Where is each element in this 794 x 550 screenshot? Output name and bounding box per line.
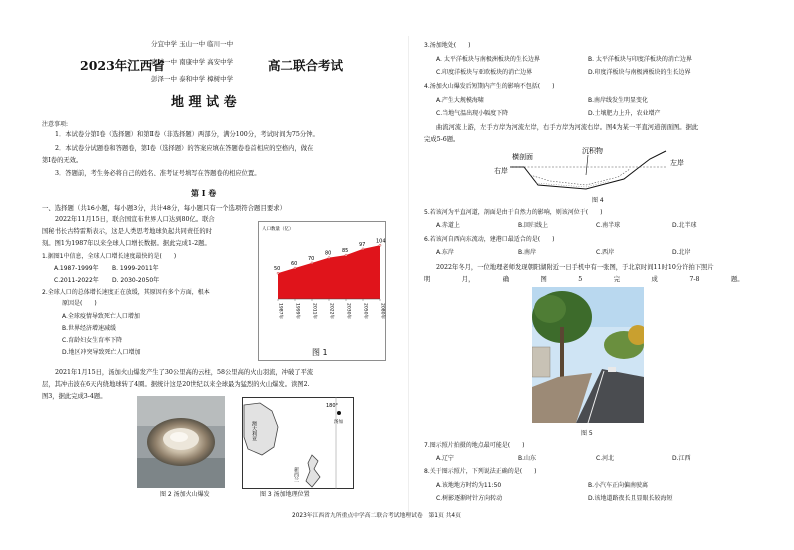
fig4-caption: 图 4 [592,197,604,204]
chart-title: 人口数量（亿） [262,227,294,232]
q2-stem-2: 原因是( ) [62,300,97,307]
left-bank-label: 左岸 [670,159,684,167]
page-footer: 2023年江西省九所重点中学高二联合考试地理试卷 第1页 共4页 [292,513,461,519]
intro-line-3: 刻。图1为1987年以来全球人口增长数据。据此完成1-2题。 [42,240,211,247]
new-zealand-label: 新西兰 [293,467,299,482]
q1-option-d: D. 2030-2050年 [112,277,160,284]
q2-option-d: D.地区冲突导致死亡人口增加 [62,349,141,356]
q4-stem: 4.汤加火山爆发后短期内产生的影响不包括( ) [424,83,555,90]
q4-option-b: B.南岸线发生明显变化 [588,97,649,104]
q7-option-b: B.山东 [518,455,537,462]
section-title: 第 Ⅰ 卷 [191,188,217,198]
fig2-caption: 图 2 汤加火山爆发 [160,491,210,498]
fig3-caption: 图 3 汤加地理位置 [260,491,310,498]
section-instruction: 一、选择题（共16小题，每小题3分，共计48分，每小题只有一个选项符合题目要求） [42,204,286,212]
exam-title: 高二联合考试 [268,58,344,73]
tonga-location-map [242,397,354,489]
volcano-intro-1: 2021年1月15日，汤加火山爆发产生了30公里高的云柱，58公里高的火山羽流，冲破了平流 [55,369,314,376]
q5-option-c: C.南半球 [596,222,621,229]
value-label: 70 [308,255,315,262]
q7-option-d: D.江西 [672,455,691,462]
q3-option-c: C.印度洋板块与亚欧板块的消亡边界 [436,69,533,76]
q6-stem: 6.若该河自西向东流动，建港口最适合的是( ) [424,236,555,243]
q4-option-d: D.土壤肥力上升，农业增产 [588,110,661,117]
river-intro-1: 曲流河流上游，左手方岸为河流左岸，右手方岸为河流右岸。图4为某一平直河道剖面图。据此 [436,124,699,131]
data-point [311,262,313,264]
australia-label: 澳大利亚 [251,421,257,441]
fig5-caption: 图 5 [581,430,593,437]
q7-option-c: C.河北 [596,455,615,462]
data-point [294,267,296,269]
q5-stem: 5.若该河为平直河道，剖面是由于自然力的影响，则该河位于( ) [424,209,603,216]
volcano-intro-3: 图3，据此完成3-4题。 [42,393,107,400]
intro-line-2: 国秘书长古特雷斯表示，这是人类思考地球负起共同责任的时 [42,228,213,235]
tonga-label: 汤加 [334,420,343,425]
street-photo [532,287,644,423]
population-chart [258,221,386,361]
q8-option-b: B.小汽车正向偏南驶离 [588,482,649,489]
data-point [328,257,330,259]
photo-intro-1: 2022年冬月，一位地理老师发现朝阳湖附近一日手机中有一张图，于北京时间11时10分许拍下照片 [436,264,714,271]
data-point [345,254,347,256]
value-label: 97 [359,241,366,248]
category-label: 2011年 [311,303,317,319]
q1-option-c: C.2011-2022年 [54,277,99,284]
school-line-2: 南城一中 南康中学 高安中学 [151,58,234,66]
category-label: 2050年 [362,303,368,319]
subject-title: 地 理 试 卷 [171,95,237,110]
column-divider [408,36,409,516]
intro-line-1: 2022年11月15日，联合国宣布世界人口达到80亿。联合 [55,216,215,223]
q2-stem-1: 2.全球人口的总体增长速度正在放缓，其原因有多个方面，根本 [42,289,210,296]
category-label: 2080年 [379,303,385,319]
q8-option-a: A.该地地方时约为11:50 [436,482,502,489]
note-2-cont: 第Ⅰ卷的无效。 [42,157,83,164]
q3-option-a: A. 太平洋板块与南极洲板块的生长边界 [436,56,540,63]
notes-heading: 注意事项: [42,121,69,128]
volcano-eruption-image [137,396,225,488]
category-label: 2030年 [345,303,351,319]
q6-option-a: A.东岸 [436,249,454,256]
school-line-1: 分宜中学 玉山一中 临川一中 [151,40,234,48]
cross-section-label: 横剖面 [512,153,533,161]
q2-option-c: C.育龄妇女生育率下降 [62,337,123,344]
meridian-label: 180° [326,403,339,409]
volcano-intro-2: 层，其冲击波在6天内绕地球转了4圈。据统计这是20世纪以来全球最为猛烈的火山爆发。读图2. [42,381,310,388]
q7-option-a: A.辽宁 [436,455,454,462]
data-point [277,272,279,274]
data-point [362,248,364,250]
school-line-3: 彭泽一中 泰和中学 樟树中学 [151,75,234,83]
data-point [379,244,381,246]
q2-option-b: B.世界经济增速减缓 [62,325,117,332]
note-1: 1．本试卷分第Ⅰ卷（选择题）和第Ⅱ卷（非选择题）两部分，满分100分，考试时间为75分钟。 [55,131,319,138]
q1-option-b: B. 1999-2011年 [112,265,159,272]
q6-option-d: D.北岸 [672,249,691,256]
river-cross-section-diagram [490,145,700,197]
q1-option-a: A.1987-1999年 [54,265,99,272]
q1-stem: 1.据图1中信息，全球人口增长速度最快的是( ) [42,253,177,260]
value-label: 80 [325,250,332,257]
value-label: 50 [274,266,281,273]
q5-option-d: D.北半球 [672,222,697,229]
q5-option-a: A.赤道上 [436,222,460,229]
q3-option-b: B. 太平洋板块与印度洋板块的消亡边界 [588,56,692,63]
q6-option-b: B.南岸 [518,249,537,256]
exam-year-province: 2023年江西省 [80,58,165,73]
photo-intro-2: 明 月， 确 图 5 完 成 7-8 题。 [424,276,744,283]
q8-stem: 8.关于图示照片，下列说法正确的是( ) [424,468,537,475]
category-label: 1999年 [294,303,300,319]
note-2: 2．本试卷分试题卷和答题卷，第Ⅰ卷（选择题）的答案应填在答题卷卷首相应的空格内，做在 [55,145,314,152]
value-label: 104 [376,238,386,245]
q2-option-a: A.全球疫情导致死亡人口增加 [62,313,140,320]
q3-option-d: D.印度洋板块与南极洲板块的生长边界 [588,69,691,76]
category-label: 1987年 [277,303,283,319]
q3-stem: 3.汤加地处( ) [424,42,471,49]
fig1-caption: 图 1 [312,348,328,357]
q7-stem: 7.图示照片拍摄的地点最可能是( ) [424,442,525,449]
q5-option-b: B.回归线上 [518,222,549,229]
sediment-label: 沉积物 [582,147,603,155]
category-label: 2022年 [328,303,334,319]
value-label: 85 [342,248,349,255]
q8-option-d: D.该地道路夜长且显眼长较海短 [588,495,673,502]
river-intro-2: 完成5-6题。 [424,136,460,143]
right-bank-label: 右岸 [494,167,508,175]
q8-option-c: C.树影逐渐时针方向转动 [436,495,503,502]
q4-option-a: A.产生大规模海啸 [436,97,484,104]
note-3: 3．答题前，考生务必将自己的姓名、准考证号填写在答题卷的相应位置。 [55,170,261,177]
value-label: 60 [291,261,298,267]
tonga-marker [337,411,341,415]
q4-option-c: C.当地气温出现小幅度下降 [436,110,509,117]
q6-option-c: C.西岸 [596,249,615,256]
